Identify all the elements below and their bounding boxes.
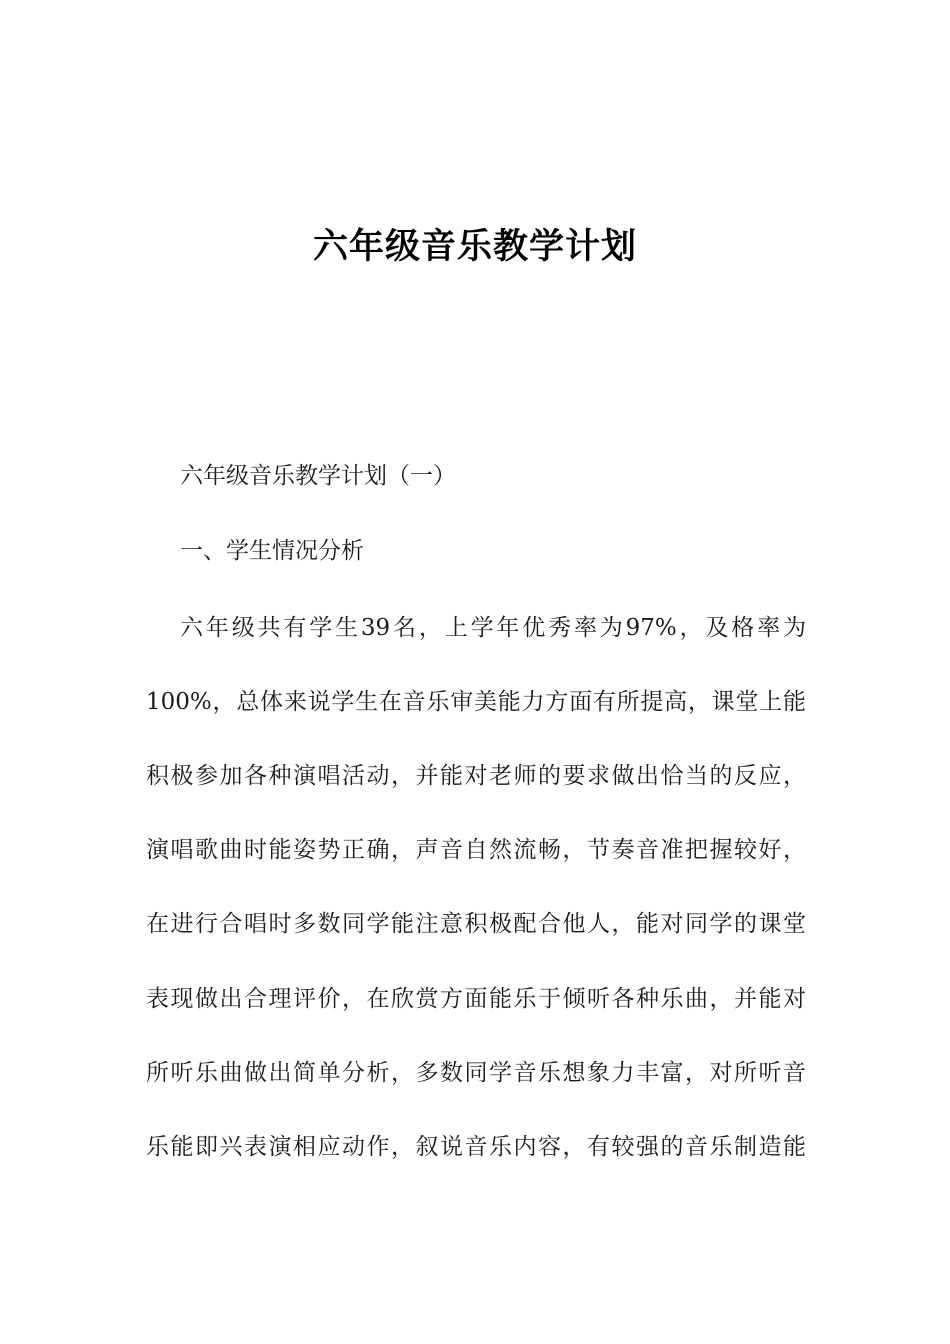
paragraph-line: 所听乐曲做出简单分析，多数同学音乐想象力丰富，对所听音 [146, 1060, 806, 1086]
document-subtitle: 六年级音乐教学计划（一） [180, 463, 456, 489]
paragraph-line: 在进行合唱时多数同学能注意积极配合他人，能对同学的课堂 [146, 911, 806, 937]
paragraph-line: 六年级共有学生39名，上学年优秀率为97%，及格率为 [180, 615, 806, 641]
paragraph-line: 表现做出合理评价，在欣赏方面能乐于倾听各种乐曲，并能对 [146, 986, 806, 1012]
paragraph-line: 乐能即兴表演相应动作，叙说音乐内容，有较强的音乐制造能 [146, 1134, 806, 1160]
paragraph-line: 100%，总体来说学生在音乐审美能力方面有所提高，课堂上能 [146, 689, 806, 715]
document-title: 六年级音乐教学计划 [312, 227, 637, 267]
paragraph-line: 积极参加各种演唱活动，并能对老师的要求做出恰当的反应， [146, 763, 806, 789]
section-heading: 一、学生情况分析 [180, 538, 364, 564]
paragraph-line: 演唱歌曲时能姿势正确，声音自然流畅，节奏音准把握较好， [146, 837, 806, 863]
